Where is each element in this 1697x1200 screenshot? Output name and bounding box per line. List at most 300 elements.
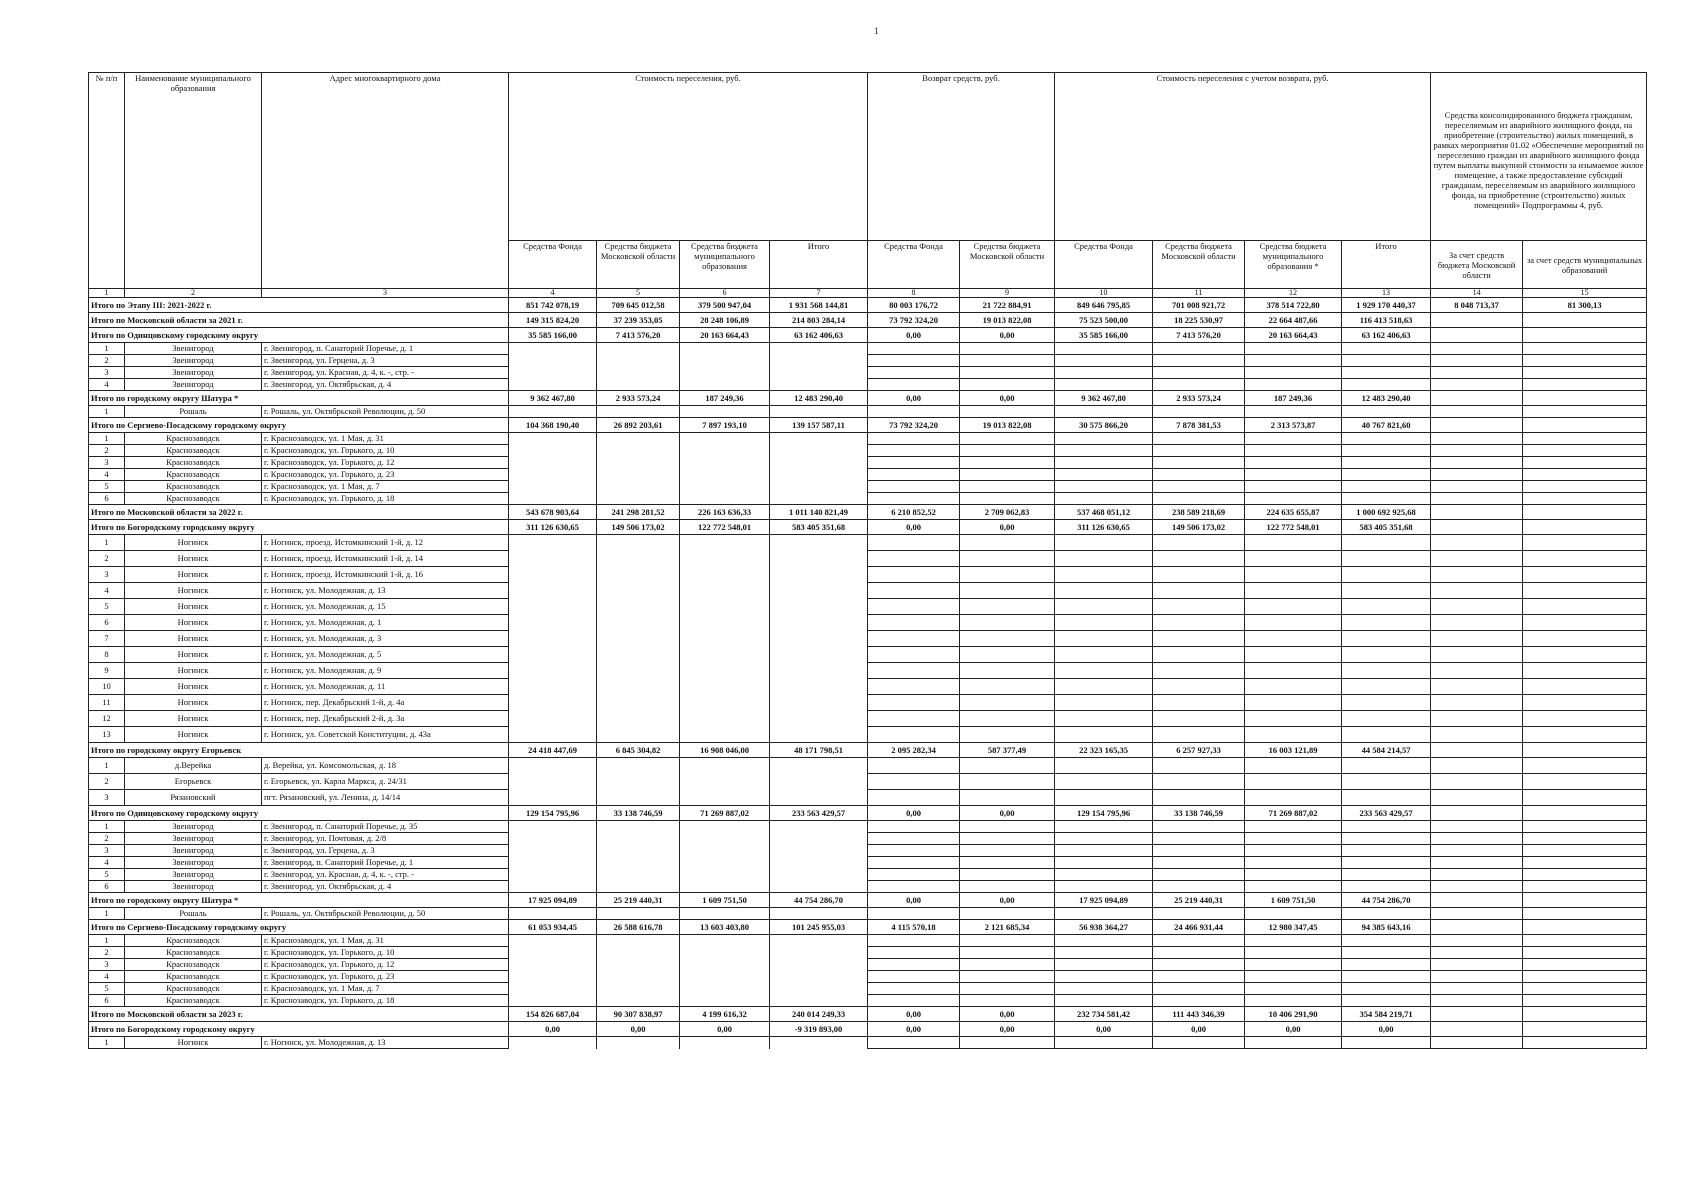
empty-cell [1055,959,1153,971]
empty-cell [509,947,597,959]
empty-cell [770,615,868,631]
amount-cell: 0,00 [960,328,1055,343]
municipality-name: Звенигород [125,379,262,391]
municipality-name: Краснозаводск [125,469,262,481]
total-row [89,893,1647,908]
amount-cell [1523,391,1647,406]
amount-cell: 12 483 290,40 [770,391,868,406]
empty-cell [1342,711,1431,727]
empty-cell [509,935,597,947]
col-number: 14 [1431,289,1523,298]
row-number: 2 [89,355,125,367]
empty-cell [960,833,1055,845]
empty-cell [680,727,770,743]
empty-cell [1523,727,1647,743]
empty-cell [597,971,680,983]
amount-cell [1523,418,1647,433]
empty-cell [960,869,1055,881]
header-cons-mo: За счет средств бюджета Московской области [1431,241,1523,289]
row-number: 8 [89,647,125,663]
empty-cell [1245,647,1342,663]
empty-cell [1342,947,1431,959]
empty-cell [680,774,770,790]
empty-cell [960,481,1055,493]
empty-cell [1523,583,1647,599]
amount-cell [1523,806,1647,821]
empty-cell [960,995,1055,1007]
amount-cell: 104 368 190,40 [509,418,597,433]
empty-cell [509,908,597,920]
empty-cell [770,774,868,790]
empty-cell [509,845,597,857]
empty-cell [1153,727,1245,743]
amount-cell: 7 413 576,20 [1153,328,1245,343]
empty-cell [509,833,597,845]
empty-cell [1523,857,1647,869]
empty-cell [680,406,770,418]
empty-cell [1153,1037,1245,1049]
empty-cell [1055,567,1153,583]
amount-cell: -9 319 893,00 [770,1022,868,1037]
empty-cell [1245,355,1342,367]
amount-cell: 1 929 170 440,37 [1342,298,1431,313]
row-number: 3 [89,790,125,806]
amount-cell [1431,520,1523,535]
col-number: 13 [1342,289,1431,298]
empty-cell [960,971,1055,983]
total-row [89,806,1647,821]
amount-cell [1431,920,1523,935]
row-number: 1 [89,908,125,920]
empty-cell [1342,567,1431,583]
empty-cell [868,406,960,418]
empty-cell [1523,663,1647,679]
row-number: 5 [89,983,125,995]
amount-cell: 33 138 746,59 [597,806,680,821]
empty-cell [597,1037,680,1049]
empty-cell [680,908,770,920]
total-row [89,313,1647,328]
empty-cell [1342,857,1431,869]
empty-cell [1245,908,1342,920]
row-number: 2 [89,833,125,845]
empty-cell [868,535,960,551]
table-header [89,73,1647,298]
amount-cell: 4 115 570,18 [868,920,960,935]
empty-cell [597,493,680,505]
empty-cell [509,711,597,727]
empty-cell [868,379,960,391]
amount-cell [1523,893,1647,908]
empty-cell [960,355,1055,367]
empty-cell [1431,445,1523,457]
empty-cell [1431,663,1523,679]
empty-cell [1342,833,1431,845]
table-body [89,298,1647,1049]
table-row [89,481,1647,493]
empty-cell [1342,493,1431,505]
empty-cell [770,493,868,505]
amount-cell [1523,743,1647,758]
amount-cell: 583 405 351,68 [770,520,868,535]
empty-cell [1245,433,1342,445]
empty-cell [509,790,597,806]
amount-cell: 6 257 927,33 [1153,743,1245,758]
empty-cell [1431,983,1523,995]
empty-cell [1245,881,1342,893]
building-address: г. Краснозаводск, ул. 1 Мая, д. 7 [262,983,509,995]
amount-cell: 16 003 121,89 [1245,743,1342,758]
empty-cell [1431,433,1523,445]
empty-cell [1153,881,1245,893]
amount-cell [1431,743,1523,758]
empty-cell [770,947,868,959]
empty-cell [770,695,868,711]
empty-cell [1523,908,1647,920]
amount-cell [1523,1022,1647,1037]
empty-cell [597,790,680,806]
empty-cell [1153,857,1245,869]
amount-cell: 233 563 429,57 [770,806,868,821]
total-label: Итого по городскому округу Егорьевск [89,743,509,758]
empty-cell [509,774,597,790]
empty-cell [1523,995,1647,1007]
empty-cell [868,457,960,469]
empty-cell [509,583,597,599]
empty-cell [1055,774,1153,790]
amount-cell: 24 466 931,44 [1153,920,1245,935]
amount-cell: 139 157 587,11 [770,418,868,433]
empty-cell [1245,983,1342,995]
empty-cell [770,845,868,857]
empty-cell [868,1037,960,1049]
empty-cell [597,679,680,695]
empty-cell [597,845,680,857]
table-row [89,983,1647,995]
empty-cell [1153,971,1245,983]
empty-cell [597,615,680,631]
total-row [89,391,1647,406]
empty-cell [960,647,1055,663]
empty-cell [1342,551,1431,567]
empty-cell [770,457,868,469]
empty-cell [1245,551,1342,567]
empty-cell [1245,790,1342,806]
amount-cell: 61 053 934,45 [509,920,597,935]
empty-cell [960,935,1055,947]
amount-cell [1431,418,1523,433]
empty-cell [770,647,868,663]
empty-cell [509,869,597,881]
column-number-row [89,289,1647,298]
building-address: г. Звенигород, ул. Почтовая, д. 2/8 [262,833,509,845]
row-number: 2 [89,445,125,457]
empty-cell [1245,631,1342,647]
amount-cell: 24 418 447,69 [509,743,597,758]
header-cr-total: Итого [1342,241,1431,289]
empty-cell [1245,583,1342,599]
amount-cell: 129 154 795,96 [1055,806,1153,821]
row-number: 2 [89,551,125,567]
empty-cell [1153,469,1245,481]
amount-cell [1431,328,1523,343]
empty-cell [597,758,680,774]
header-no: № п/п [89,73,125,289]
empty-cell [1523,379,1647,391]
empty-cell [1523,551,1647,567]
amount-cell: 111 443 346,39 [1153,1007,1245,1022]
empty-cell [509,758,597,774]
municipality-name: Егорьевск [125,774,262,790]
municipality-name: Ногинск [125,695,262,711]
total-label: Итого по Московской области за 2023 г. [89,1007,509,1022]
empty-cell [1431,469,1523,481]
empty-cell [1342,959,1431,971]
empty-cell [597,469,680,481]
empty-cell [1431,1037,1523,1049]
empty-cell [1431,457,1523,469]
empty-cell [1245,947,1342,959]
header-total: Итого [770,241,868,289]
empty-cell [1055,433,1153,445]
total-row [89,520,1647,535]
municipality-name: Звенигород [125,869,262,881]
row-number: 5 [89,481,125,493]
total-row [89,743,1647,758]
empty-cell [1523,959,1647,971]
empty-cell [1245,663,1342,679]
table-row [89,493,1647,505]
empty-cell [1342,869,1431,881]
empty-cell [680,711,770,727]
empty-cell [680,758,770,774]
empty-cell [1153,355,1245,367]
empty-cell [1055,445,1153,457]
empty-cell [509,995,597,1007]
amount-cell: 19 013 822,08 [960,313,1055,328]
empty-cell [509,631,597,647]
col-number: 5 [597,289,680,298]
empty-cell [1431,959,1523,971]
amount-cell: 28 248 106,89 [680,313,770,328]
empty-cell [1523,1037,1647,1049]
municipality-name: Краснозаводск [125,947,262,959]
municipality-name: Ногинск [125,631,262,647]
amount-cell: 12 483 290,40 [1342,391,1431,406]
empty-cell [770,971,868,983]
empty-cell [1245,615,1342,631]
col-number: 4 [509,289,597,298]
empty-cell [868,908,960,920]
amount-cell: 214 803 284,14 [770,313,868,328]
empty-cell [597,711,680,727]
empty-cell [1431,355,1523,367]
empty-cell [868,790,960,806]
empty-cell [1431,535,1523,551]
empty-cell [1245,567,1342,583]
empty-cell [770,869,868,881]
empty-cell [1523,711,1647,727]
empty-cell [680,881,770,893]
table-row [89,535,1647,551]
empty-cell [1342,433,1431,445]
amount-cell: 583 405 351,68 [1342,520,1431,535]
table-row [89,679,1647,695]
empty-cell [1431,631,1523,647]
empty-cell [1342,995,1431,1007]
table-row [89,355,1647,367]
empty-cell [1055,379,1153,391]
empty-cell [597,433,680,445]
empty-cell [1431,881,1523,893]
amount-cell: 2 933 573,24 [1153,391,1245,406]
table-row [89,631,1647,647]
empty-cell [1153,481,1245,493]
empty-cell [960,774,1055,790]
empty-cell [868,711,960,727]
empty-cell [680,615,770,631]
empty-cell [509,481,597,493]
empty-cell [509,551,597,567]
total-row [89,1007,1647,1022]
empty-cell [1342,790,1431,806]
header-consolidated-budget: Средства консолидированного бюджета гражданам, переселяемым из аварийного жилищного фонда, на приобретение (строительство) жилых помещений, в рамках мероприятия 01.02 «Обеспечение мероприятий по переселению граждан из аварийного жилищного фонда путем выплаты выкупной стоимости за изымаемое жилое помещение, а также предоставление субсидий гражданам, переселяемым из аварийного жилищного фонда, на приобретение (строительство) жилых помещений» Подпрограммы 4, руб. [1431,73,1647,241]
municipality-name: Звенигород [125,821,262,833]
empty-cell [509,695,597,711]
empty-cell [1055,947,1153,959]
table-row [89,711,1647,727]
empty-cell [680,821,770,833]
table-row [89,406,1647,418]
amount-cell: 2 933 573,24 [597,391,680,406]
empty-cell [1431,790,1523,806]
empty-cell [597,959,680,971]
building-address: г. Ногинск, ул. Молодежная, д. 13 [262,583,509,599]
empty-cell [509,367,597,379]
header-fund: Средства Фонда [509,241,597,289]
amount-cell: 9 362 467,80 [1055,391,1153,406]
empty-cell [960,679,1055,695]
empty-cell [868,567,960,583]
row-number: 4 [89,971,125,983]
empty-cell [509,469,597,481]
empty-cell [597,663,680,679]
amount-cell: 26 892 203,61 [597,418,680,433]
building-address: г. Звенигород, ул. Герцена, д. 3 [262,355,509,367]
empty-cell [509,379,597,391]
empty-cell [1523,869,1647,881]
empty-cell [1245,959,1342,971]
building-address: г. Ногинск, ул. Молодежная, д. 9 [262,663,509,679]
empty-cell [868,758,960,774]
table-row [89,367,1647,379]
empty-cell [1523,567,1647,583]
empty-cell [868,821,960,833]
empty-cell [597,647,680,663]
building-address: г. Егорьевск, ул. Карла Маркса, д. 24/31 [262,774,509,790]
empty-cell [1055,821,1153,833]
empty-cell [1431,481,1523,493]
empty-cell [597,599,680,615]
empty-cell [1055,631,1153,647]
amount-cell: 56 938 364,27 [1055,920,1153,935]
amount-cell: 149 506 173,02 [1153,520,1245,535]
header-address: Адрес многоквартирного дома [262,73,509,289]
empty-cell [770,406,868,418]
table-row [89,457,1647,469]
empty-cell [1055,679,1153,695]
row-number: 3 [89,367,125,379]
empty-cell [680,631,770,647]
building-address: г. Краснозаводск, ул. 1 Мая, д. 31 [262,935,509,947]
amount-cell [1523,520,1647,535]
empty-cell [1153,583,1245,599]
building-address: г. Звенигород, ул. Красная, д. 4, к. -, стр. - [262,367,509,379]
amount-cell: 101 245 955,03 [770,920,868,935]
empty-cell [680,481,770,493]
empty-cell [1523,971,1647,983]
empty-cell [597,551,680,567]
empty-cell [868,631,960,647]
empty-cell [597,857,680,869]
empty-cell [509,727,597,743]
empty-cell [1153,833,1245,845]
empty-cell [597,821,680,833]
table-row [89,379,1647,391]
building-address: г. Рошаль, ул. Октябрьской Революции, д. 50 [262,908,509,920]
empty-cell [1342,481,1431,493]
amount-cell: 0,00 [1153,1022,1245,1037]
amount-cell: 240 014 249,33 [770,1007,868,1022]
empty-cell [1523,679,1647,695]
empty-cell [597,695,680,711]
empty-cell [770,983,868,995]
empty-cell [1245,869,1342,881]
amount-cell: 1 000 692 925,68 [1342,505,1431,520]
col-number: 15 [1523,289,1647,298]
empty-cell [1523,790,1647,806]
table-row [89,845,1647,857]
empty-cell [1342,845,1431,857]
empty-cell [1055,983,1153,995]
building-address: г. Краснозаводск, ул. Горького, д. 23 [262,971,509,983]
empty-cell [597,947,680,959]
empty-cell [868,647,960,663]
empty-cell [1153,695,1245,711]
empty-cell [1342,457,1431,469]
amount-cell: 40 767 821,60 [1342,418,1431,433]
empty-cell [868,469,960,481]
empty-cell [680,343,770,355]
empty-cell [1431,758,1523,774]
empty-cell [1153,343,1245,355]
empty-cell [680,869,770,881]
empty-cell [509,493,597,505]
amount-cell: 224 635 655,87 [1245,505,1342,520]
amount-cell: 2 313 573,87 [1245,418,1342,433]
empty-cell [680,935,770,947]
municipality-name: Звенигород [125,355,262,367]
empty-cell [1055,711,1153,727]
empty-cell [960,457,1055,469]
empty-cell [770,663,868,679]
amount-cell: 16 908 046,00 [680,743,770,758]
amount-cell: 0,00 [960,391,1055,406]
empty-cell [680,469,770,481]
empty-cell [509,959,597,971]
empty-cell [1431,821,1523,833]
amount-cell: 543 678 903,64 [509,505,597,520]
